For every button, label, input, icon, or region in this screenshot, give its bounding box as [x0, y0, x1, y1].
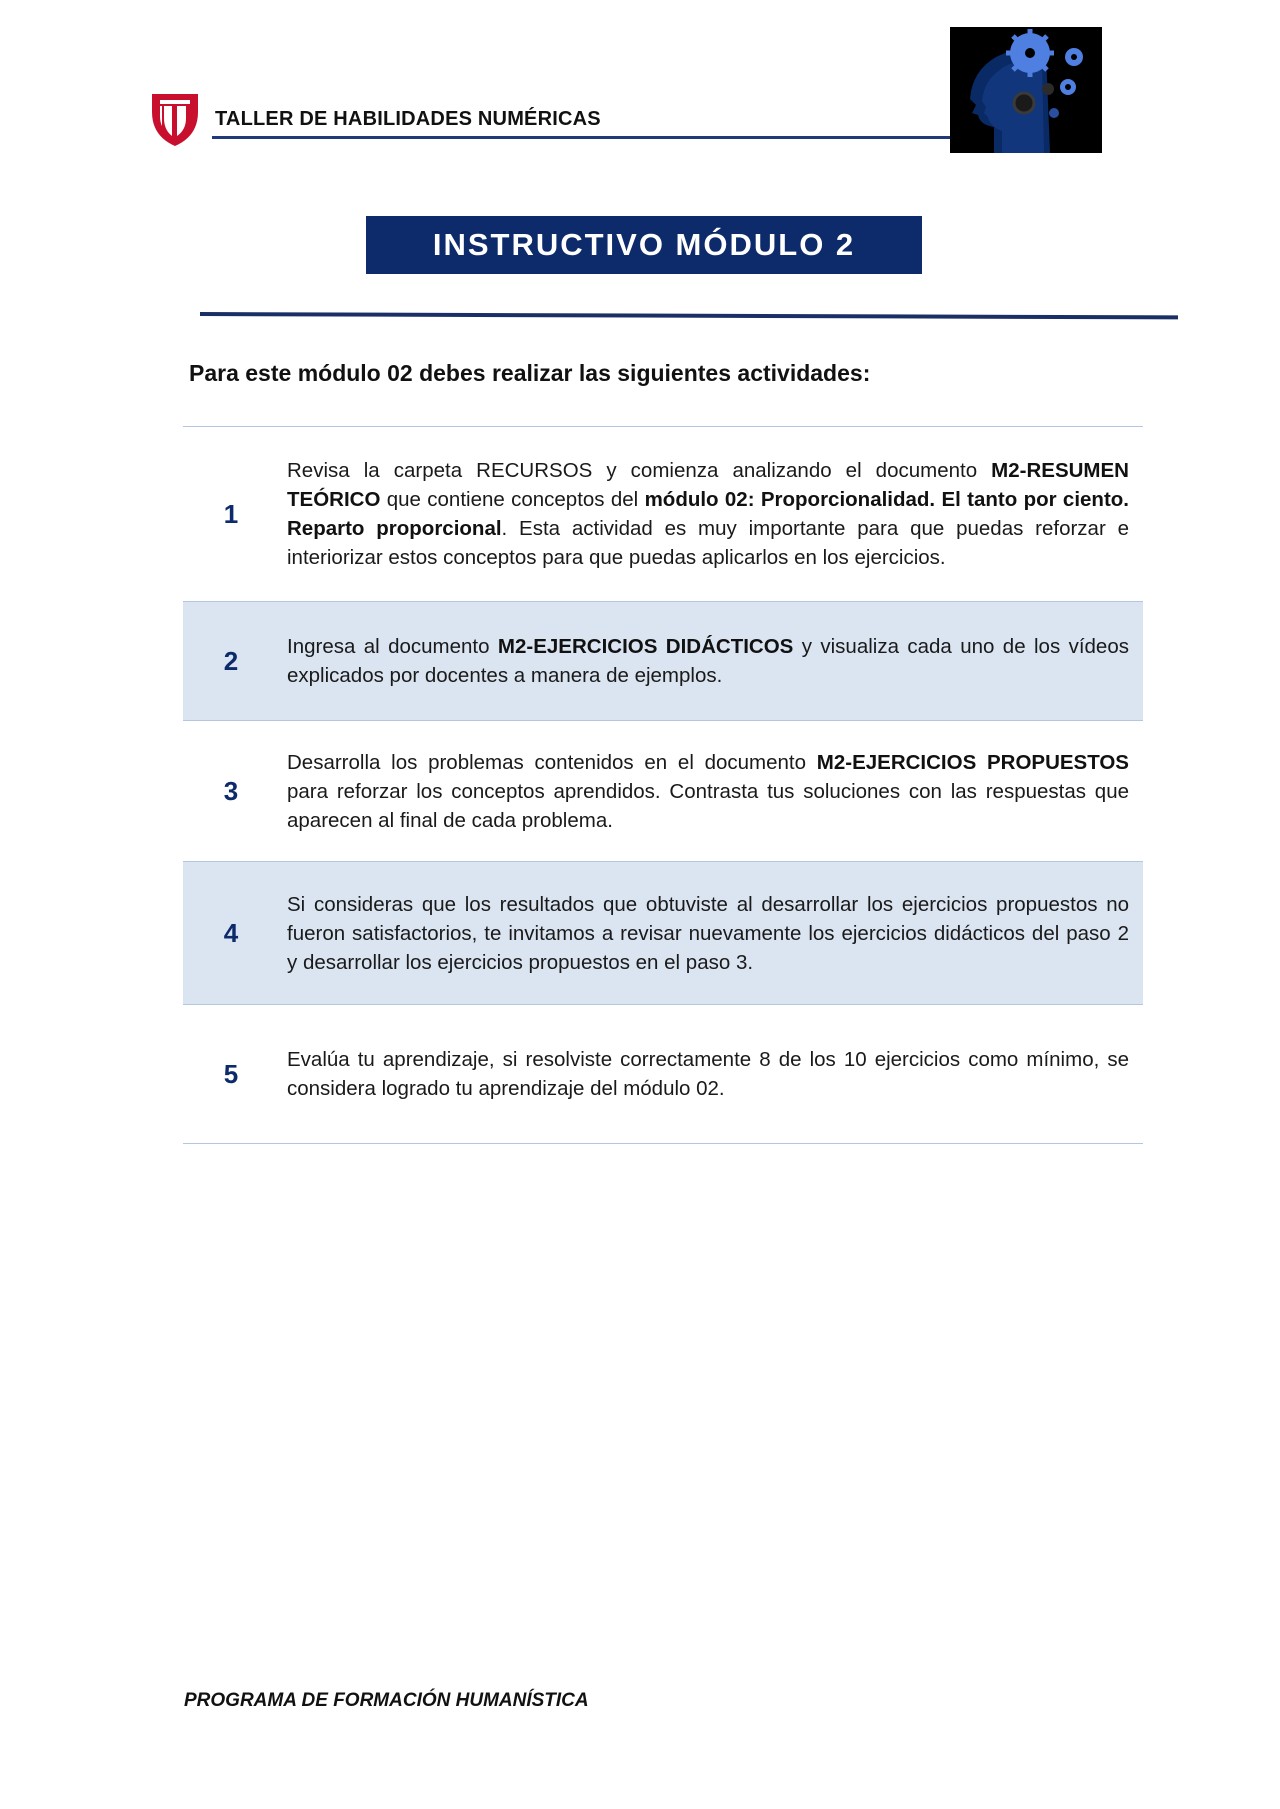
step-row	[183, 862, 1143, 1005]
activity-steps	[183, 426, 1143, 1144]
header-title: TALLER DE HABILIDADES NUMÉRICAS	[215, 108, 601, 130]
step-number: 4	[223, 917, 239, 948]
step-number: 5	[223, 1058, 239, 1089]
step-row	[183, 602, 1143, 721]
step-text: Evalúa tu aprendizaje, si resolviste correctamente 8 de los 10 ejercicios como mínimo, se considera logrado tu aprendizaje del módulo 02.	[287, 1048, 1129, 1100]
step-text: Desarrolla los problemas contenidos en el documento M2-EJERCICIOS PROPUESTOS para reforzar los conceptos aprendidos. Contrasta tus soluciones con las respuestas que aparecen al final de cada problema.	[287, 750, 1129, 832]
section-divider	[200, 312, 1178, 319]
step-number: 2	[223, 645, 239, 676]
step-number: 1	[223, 498, 239, 529]
step-number: 3	[223, 775, 239, 806]
banner-title: INSTRUCTIVO MÓDULO 2	[432, 227, 856, 262]
footer-program: PROGRAMA DE FORMACIÓN HUMANÍSTICA	[184, 1690, 589, 1711]
university-shield-logo	[150, 92, 200, 148]
step-row	[183, 1005, 1143, 1144]
head-with-gears-icon	[950, 27, 1102, 153]
intro-text: Para este módulo 02 debes realizar las siguientes actividades:	[189, 360, 871, 386]
step-text: Ingresa al documento M2-EJERCICIOS DIDÁCTICOS y visualiza cada uno de los vídeos explicados por docentes a manera de ejemplos.	[287, 635, 1129, 687]
module-banner	[366, 216, 922, 274]
step-text: Revisa la carpeta RECURSOS y comienza analizando el documento M2-RESUMEN TEÓRICO que contiene conceptos del módulo 02: Proporcionalidad. El tanto por ciento. Reparto proporcional. Esta actividad es muy importante para que puedas reforzar e interiorizar estos conceptos para que puedas aplicarlos en los ejercicios.	[287, 459, 1129, 569]
step-text: Si consideras que los resultados que obtuviste al desarrollar los ejercicios propuestos no fueron satisfactorios, te invitamos a revisar nuevamente los ejercicios didácticos del paso 2 y desarrollar los ejercicios propuestos en el paso 3.	[287, 892, 1129, 974]
step-row	[183, 427, 1143, 602]
header-rule	[212, 136, 972, 139]
step-row	[183, 721, 1143, 862]
